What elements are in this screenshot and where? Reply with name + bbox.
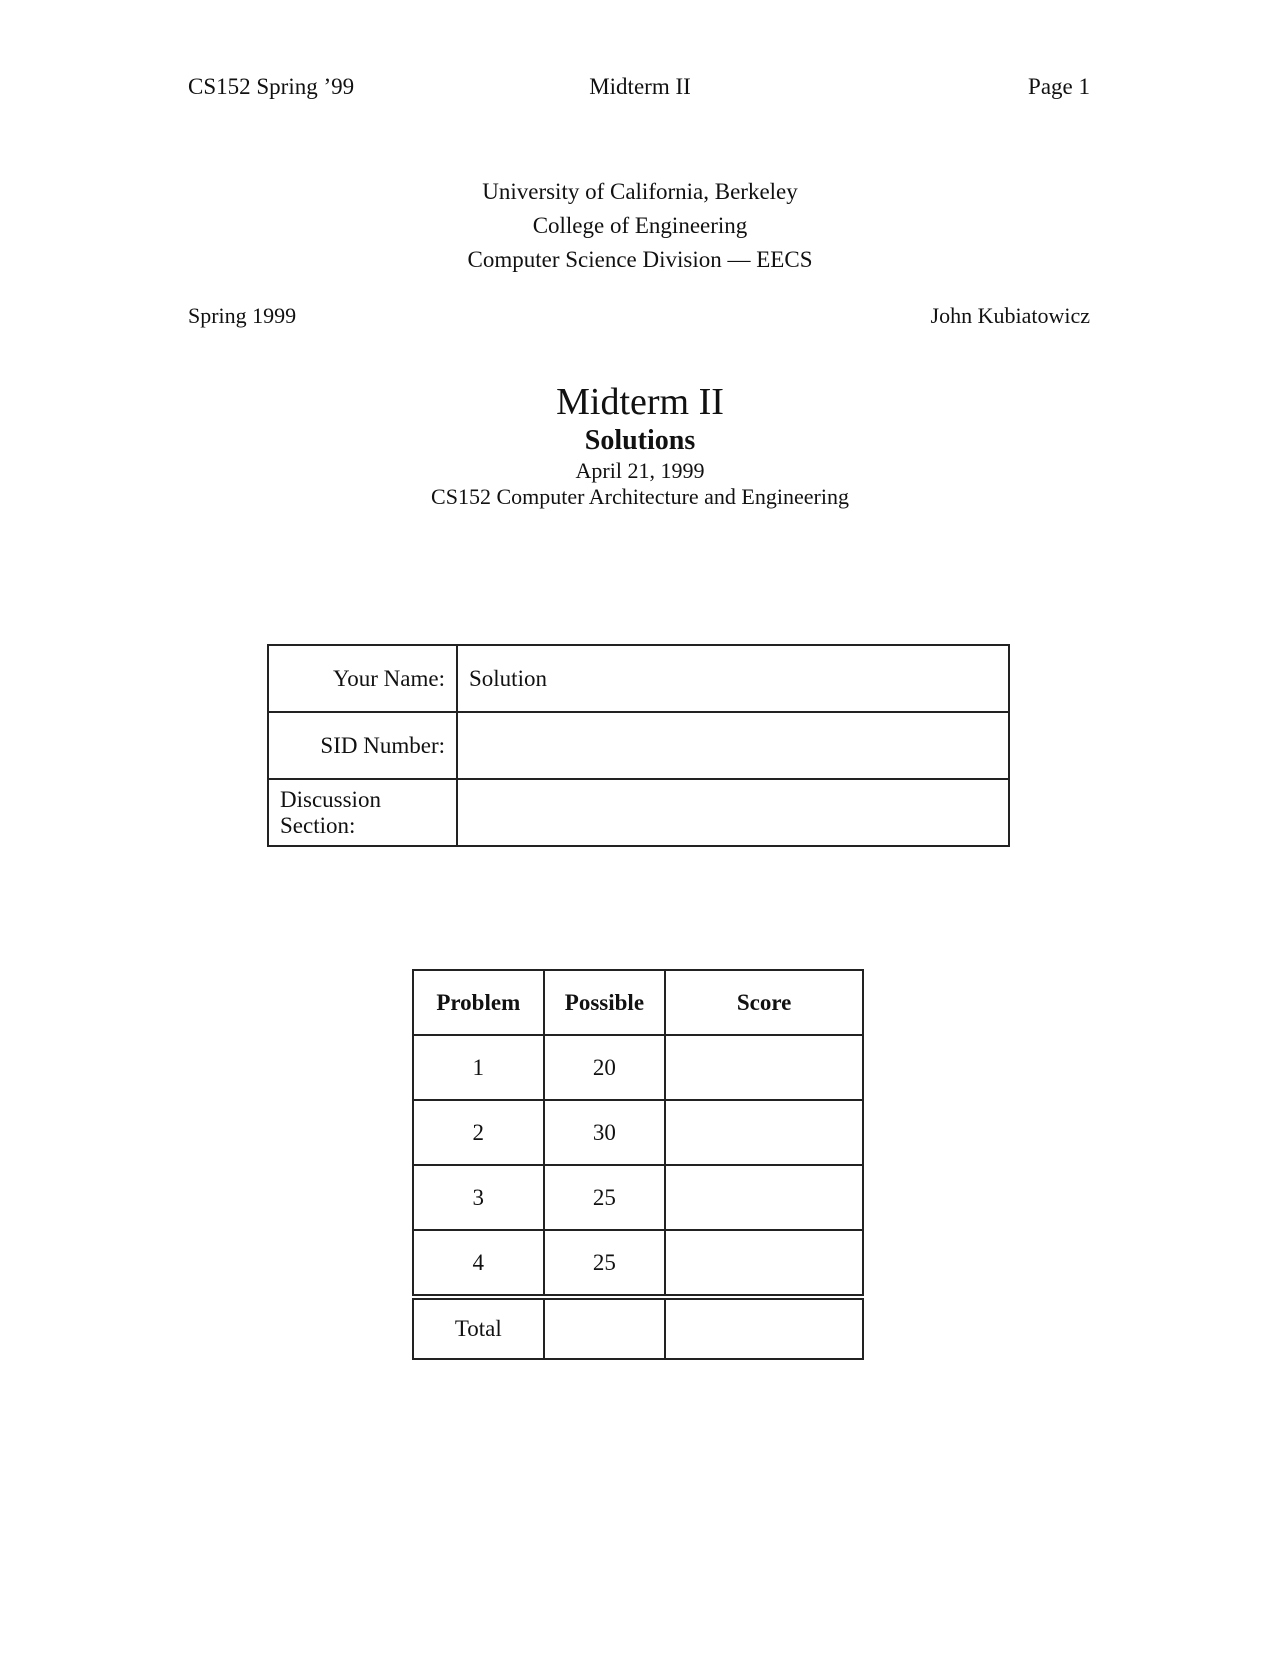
table-row (413, 1165, 863, 1230)
institution-block (0, 175, 1280, 277)
possible-points: 25 (544, 1230, 666, 1297)
score-header: Score (665, 970, 863, 1035)
section-label-line2: Section: (280, 812, 356, 838)
total-row (413, 1297, 863, 1359)
header-page-number: Page 1 (1028, 74, 1090, 99)
table-row (413, 1230, 863, 1297)
university-name: University of California, Berkeley (482, 179, 798, 204)
sid-row (268, 712, 1009, 779)
possible-points: 25 (544, 1165, 666, 1230)
score-table (412, 969, 864, 1360)
section-label (268, 779, 457, 846)
score-header-row (413, 970, 863, 1035)
term: Spring 1999 (188, 303, 297, 328)
instructor: John Kubiatowicz (930, 303, 1090, 328)
problem-number: 4 (413, 1230, 544, 1297)
section-row (268, 779, 1009, 846)
possible-points: 20 (544, 1035, 666, 1100)
score-cell[interactable] (665, 1230, 863, 1297)
total-score[interactable] (665, 1297, 863, 1359)
exam-subtitle: Solutions (584, 425, 696, 456)
sid-label: SID Number: (268, 712, 457, 779)
table-row (413, 1035, 863, 1100)
title-block (0, 380, 1280, 510)
name-label: Your Name: (268, 645, 457, 712)
exam-course: CS152 Computer Architecture and Engineering (431, 484, 849, 509)
exam-title: Midterm II (556, 381, 724, 423)
name-row (268, 645, 1009, 712)
possible-header: Possible (544, 970, 666, 1035)
college-name: College of Engineering (532, 213, 748, 238)
section-field[interactable] (457, 779, 1009, 846)
problem-number: 1 (413, 1035, 544, 1100)
name-field[interactable]: Solution (457, 645, 1009, 712)
header-exam: Midterm II (589, 74, 691, 99)
problem-number: 3 (413, 1165, 544, 1230)
division-name: Computer Science Division — EECS (467, 247, 813, 272)
exam-date: April 21, 1999 (575, 458, 705, 483)
header-course: CS152 Spring ’99 (188, 74, 355, 99)
total-label: Total (413, 1297, 544, 1359)
score-cell[interactable] (665, 1100, 863, 1165)
sid-field[interactable] (457, 712, 1009, 779)
student-info-table (267, 644, 1010, 847)
problem-number: 2 (413, 1100, 544, 1165)
score-cell[interactable] (665, 1035, 863, 1100)
score-cell[interactable] (665, 1165, 863, 1230)
section-label-line1: Discussion (280, 786, 381, 812)
table-row (413, 1100, 863, 1165)
total-possible (544, 1297, 666, 1359)
possible-points: 30 (544, 1100, 666, 1165)
problem-header: Problem (413, 970, 544, 1035)
